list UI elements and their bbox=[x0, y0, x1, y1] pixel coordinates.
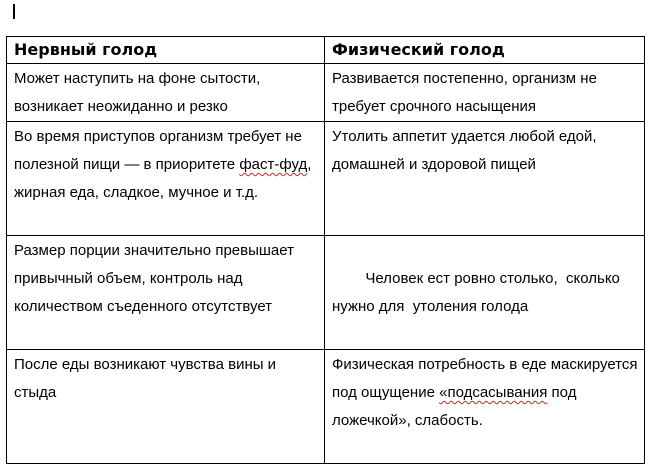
header-physical-hunger: Физический голод bbox=[325, 37, 645, 64]
cell-text: , жирная еда, сладкое, мучное и т.д. bbox=[14, 156, 312, 201]
cell-text: Размер порции значительно превышает привычный объем, контроль над количеством съеденного отсутствует bbox=[14, 242, 294, 315]
table-row bbox=[7, 236, 645, 350]
cell-text: Во время приступов организм требует не полезной пищи — в приоритете bbox=[14, 128, 302, 173]
table-row bbox=[7, 122, 645, 236]
text-cursor bbox=[13, 4, 15, 19]
header-nervous-hunger: Нервный голод bbox=[7, 37, 325, 64]
table-row bbox=[7, 350, 645, 464]
physical-cell bbox=[325, 236, 645, 350]
physical-cell: Развивается постепенно, организм не требует срочного насыщения bbox=[325, 64, 645, 122]
cell-text: Человек ест ровно столько, сколько нужно для утоления голода bbox=[332, 270, 625, 315]
cell-text: под ложечкой», слабость. bbox=[332, 384, 577, 429]
nervous-cell: После еды возникают чувства вины и стыда bbox=[7, 350, 325, 464]
table-header-row bbox=[7, 37, 645, 64]
nervous-cell bbox=[7, 122, 325, 236]
hunger-comparison-table bbox=[6, 36, 645, 464]
nervous-cell bbox=[7, 236, 325, 350]
nervous-cell: Может наступить на фоне сытости, возникает неожиданно и резко bbox=[7, 64, 325, 122]
cell-text: Физическая потребность в еде маскируется под ощущение bbox=[332, 356, 638, 401]
physical-cell: Утолить аппетит удается любой едой, домашней и здоровой пищей bbox=[325, 122, 645, 236]
table-row bbox=[7, 64, 645, 122]
spellcheck-word: «подсасывания bbox=[439, 384, 548, 401]
physical-cell bbox=[325, 350, 645, 464]
spellcheck-word: фаст-фуд bbox=[239, 156, 308, 173]
